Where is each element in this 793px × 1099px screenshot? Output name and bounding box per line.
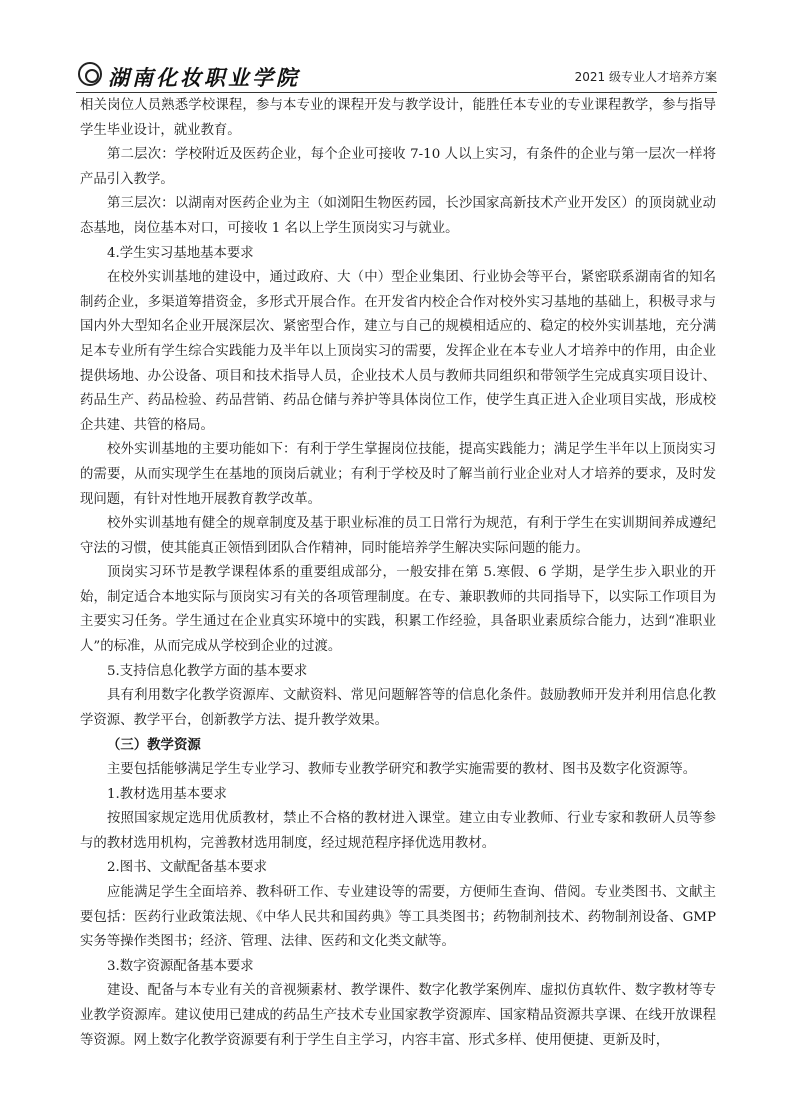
- paragraph: 建设、配备与本专业有关的音视频素材、教学课件、数字化教学案例库、虚拟仿真软件、数字教材等专业教学资源库。建议使用已建成的药品生产技术专业国家教学资源库、国家精品资源共享课、在线开放课程等资源。网上数字化教学资源要有利于学生自主学习，内容丰富、形式多样、使用便捷、更新及时，: [80, 983, 716, 1048]
- paragraph: 校外实训基地的主要功能如下：有利于学生掌握岗位技能，提高实践能力；满足学生半年以上顶岗实习的需要，从而实现学生在基地的顶岗后就业；有利于学校及时了解当前行业企业对人才培养的要求，及时发现问题，有针对性地开展教育教学改革。: [80, 442, 716, 507]
- document-body: [80, 94, 716, 1053]
- school-logo-text: 湖南化妆职业学院: [108, 65, 300, 90]
- paragraph: 按照国家规定选用优质教材，禁止不合格的教材进入课堂。建立由专业教师、行业专家和教研人员等参与的教材选用机构，完善教材选用制度，经过规范程序择优选用教材。: [80, 811, 716, 851]
- paragraph: 主要包括能够满足学生专业学习、教师专业教学研究和教学实施需要的教材、图书及数字化资源等。: [107, 762, 697, 778]
- paragraph: 应能满足学生全面培养、教科研工作、专业建设等的需要，方便师生查询、借阅。专业类图书、文献主要包括：医药行业政策法规、《中华人民共和国药典》等工具类图书；药物制剂技术、药物制剂设备、GMP 实务等操作类图书；经济、管理、法律、医药和文化类文献等。: [80, 885, 716, 950]
- document-title: 2021 级专业人才培养方案: [574, 70, 717, 84]
- paragraph: 具有利用数字化教学资源库、文献资料、常见问题解答等的信息化条件。鼓励教师开发并利用信息化教学资源、教学平台，创新教学方法、提升教学效果。: [80, 688, 716, 728]
- page-header: [76, 58, 717, 93]
- subsection-heading: 1.教材选用基本要求: [107, 786, 227, 802]
- paragraph: 相关岗位人员熟悉学校课程，参与本专业的课程开发与教学设计，能胜任本专业的专业课程教学，参与指导学生毕业设计，就业教育。: [80, 98, 716, 138]
- paragraph: 第三层次：以湖南对医药企业为主（如浏阳生物医药园，长沙国家高新技术产业开发区）的顶岗就业动态基地，岗位基本对口，可接收 1 名以上学生顶岗实习与就业。: [80, 196, 716, 236]
- paragraph: 顶岗实习环节是教学课程体系的重要组成部分，一般安排在第 5.寒假、6 学期，是学生步入职业的开始，制定适合本地实际与顶岗实习有关的各项管理制度。在专、兼职教师的共同指导下，以实际工作项目为主要实习任务。学生通过在企业真实环境中的实践，积累工作经验，具备职业素质综合能力，达到“准职业人”的标准，从而完成从学校到企业的过渡。: [80, 565, 716, 655]
- subsection-heading: 3.数字资源配备基本要求: [107, 958, 254, 974]
- school-seal-icon: [78, 62, 102, 86]
- paragraph: 校外实训基地有健全的规章制度及基于职业标准的员工日常行为规范，有利于学生在实训期间养成遵纪守法的习惯，使其能真正领悟到团队合作精神，同时能培养学生解决实际问题的能力。: [80, 516, 716, 556]
- paragraph: 第二层次：学校附近及医药企业，每个企业可接收 7-10 人以上实习，有条件的企业与第一层次一样将产品引入教学。: [80, 147, 716, 187]
- subsection-heading: 5.支持信息化教学方面的基本要求: [107, 663, 308, 679]
- subsection-heading: 4.学生实习基地基本要求: [107, 245, 254, 261]
- section-heading: （三）教学资源: [107, 737, 201, 754]
- paragraph: 在校外实训基地的建设中，通过政府、大（中）型企业集团、行业协会等平台，紧密联系湖南省的知名制药企业，多渠道筹措资金，多形式开展合作。在开发省内校企合作对校外实习基地的基础上，积极寻求与国内外大型知名企业开展深层次、紧密型合作，建立与自己的规模相适应的、稳定的校外实训基地，充分满足本专业所有学生综合实践能力及半年以上顶岗实习的需要，发挥企业在本专业人才培养中的作用，由企业提供场地、办公设备、项目和技术指导人员，企业技术人员与教师共同组织和带领学生完成真实项目设计、药品生产、药品检验、药品营销、药品仓储与养护等具体岗位工作，使学生真正进入企业项目实战，形成校企共建、共管的格局。: [80, 270, 716, 433]
- subsection-heading: 2.图书、文献配备基本要求: [107, 860, 268, 876]
